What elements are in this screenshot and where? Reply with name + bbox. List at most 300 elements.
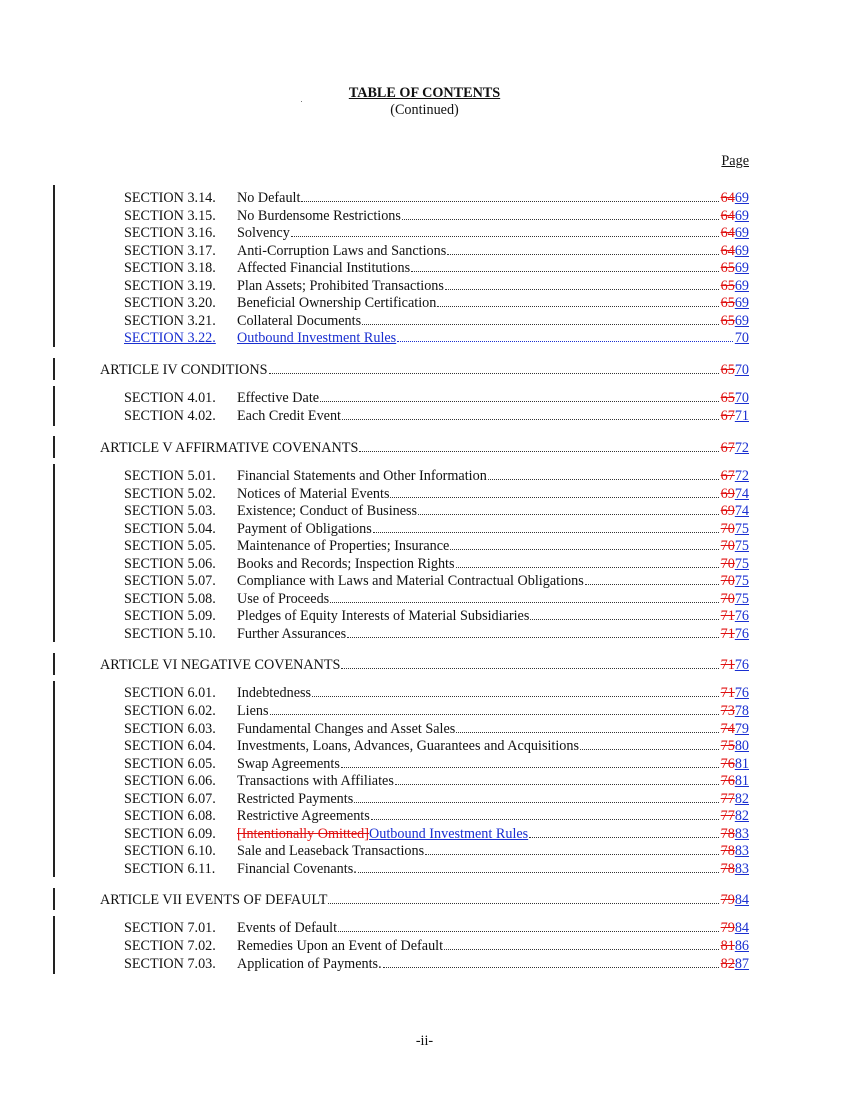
section-number: SECTION 5.10. <box>124 626 216 642</box>
stray-mark <box>301 101 302 102</box>
old-page-number: 73 <box>720 703 735 719</box>
toc-section-row <box>0 467 849 485</box>
entry-title: Payment of Obligations <box>237 521 372 537</box>
toc-section-row <box>0 407 849 425</box>
dot-leader <box>330 590 718 603</box>
section-number: SECTION 5.08. <box>124 591 216 607</box>
toc-section-row <box>0 502 849 520</box>
toc-section-row <box>0 537 849 555</box>
dot-leader <box>362 312 719 325</box>
section-number: SECTION 5.01. <box>124 468 216 484</box>
old-page-number: 77 <box>720 791 735 807</box>
dot-leader <box>354 790 718 803</box>
page-number <box>721 790 749 808</box>
entry-line <box>237 485 749 503</box>
toc-section-row <box>0 189 849 207</box>
entry-title: Books and Records; Inspection Rights <box>237 556 455 572</box>
section-number: SECTION 3.22. <box>124 330 216 346</box>
entry-title: Swap Agreements <box>237 756 340 772</box>
old-page-number: 70 <box>720 591 735 607</box>
page-number <box>721 720 749 738</box>
entry-title: Transactions with Affiliates <box>237 773 394 789</box>
new-page-number: 82 <box>734 791 749 807</box>
old-page-number: 65 <box>720 278 735 294</box>
new-page-number: 74 <box>734 503 749 519</box>
entry-title: Anti-Corruption Laws and Sanctions <box>237 243 447 259</box>
dot-leader <box>445 277 719 290</box>
old-page-number: 64 <box>720 243 735 259</box>
toc-section-row <box>0 259 849 277</box>
dot-leader <box>320 389 719 402</box>
entry-line <box>237 737 749 755</box>
new-page-number: 76 <box>734 657 749 673</box>
new-page-number: 74 <box>734 486 749 502</box>
toc-section-row <box>0 207 849 225</box>
section-number: SECTION 6.05. <box>124 756 216 772</box>
old-page-number: 71 <box>720 685 735 701</box>
entry-title: Remedies Upon an Event of Default <box>237 938 444 954</box>
entry-title: Affected Financial Institutions <box>237 260 411 276</box>
section-number: SECTION 6.03. <box>124 721 216 737</box>
dot-leader <box>328 891 718 904</box>
new-page-number: 83 <box>734 843 749 859</box>
page-number <box>721 656 749 674</box>
section-number: SECTION 3.20. <box>124 295 216 311</box>
old-page-number: 74 <box>720 721 735 737</box>
page-number <box>721 555 749 573</box>
dot-leader <box>437 294 718 307</box>
section-number: SECTION 6.09. <box>124 826 216 842</box>
entry-line <box>237 860 749 878</box>
old-page-number: 65 <box>720 295 735 311</box>
entry-line <box>237 389 749 407</box>
section-number: SECTION 3.19. <box>124 278 216 294</box>
dot-leader <box>456 555 719 568</box>
toc-section-row <box>0 684 849 702</box>
old-page-number: 79 <box>720 920 735 936</box>
old-page-number: 69 <box>720 503 735 519</box>
dot-leader <box>418 502 719 515</box>
inserted-title: Outbound Investment Rules <box>369 826 529 842</box>
new-page-number: 76 <box>734 685 749 701</box>
entry-line <box>237 937 749 955</box>
toc-section-row <box>0 937 849 955</box>
entry-title: Restricted Payments <box>237 791 354 807</box>
entry-title: No Burdensome Restrictions <box>237 208 401 224</box>
entry-title: Use of Proceeds <box>237 591 330 607</box>
old-page-number: 65 <box>720 362 735 378</box>
dot-leader <box>270 702 719 715</box>
old-page-number: 65 <box>720 260 735 276</box>
dot-leader <box>402 207 719 220</box>
new-page-number: 70 <box>734 362 749 378</box>
section-number: SECTION 6.07. <box>124 791 216 807</box>
entry-line <box>237 755 749 773</box>
old-page-number: 70 <box>720 573 735 589</box>
new-page-number: 80 <box>734 738 749 754</box>
entry-line <box>100 656 749 674</box>
page-number <box>721 242 749 260</box>
page-footer: -ii- <box>415 1033 434 1049</box>
new-page-number: 84 <box>734 892 749 908</box>
page-number <box>721 467 749 485</box>
entry-title: Restrictive Agreements <box>237 808 370 824</box>
page-number <box>721 485 749 503</box>
entry-line <box>237 955 749 973</box>
new-page-number: 86 <box>734 938 749 954</box>
entry-title: Maintenance of Properties; Insurance <box>237 538 450 554</box>
new-page-number: 87 <box>734 956 749 972</box>
entry-title: Beneficial Ownership Certification <box>237 295 437 311</box>
new-page-number: 69 <box>734 243 749 259</box>
toc-article-row <box>0 439 849 457</box>
dot-leader <box>269 361 719 374</box>
entry-line <box>237 572 749 590</box>
new-page-number: 75 <box>734 591 749 607</box>
new-page-number: 75 <box>734 573 749 589</box>
entry-line <box>100 439 749 457</box>
entry-line <box>237 312 749 330</box>
entry-line <box>237 772 749 790</box>
toc-section-row <box>0 955 849 973</box>
entry-line <box>237 502 749 520</box>
new-page-number: 75 <box>734 538 749 554</box>
toc-section-row <box>0 790 849 808</box>
entry-title: Pledges of Equity Interests of Material Subsidiaries <box>237 608 530 624</box>
page-number <box>721 955 749 973</box>
page-number <box>721 772 749 790</box>
entry-title: ARTICLE VI NEGATIVE COVENANTS <box>100 657 341 673</box>
new-page-number: 69 <box>734 190 749 206</box>
old-page-number: 64 <box>720 208 735 224</box>
old-page-number: 79 <box>720 892 735 908</box>
old-page-number: 76 <box>720 773 735 789</box>
section-number: SECTION 6.11. <box>124 861 216 877</box>
toc-section-row <box>0 860 849 878</box>
new-page-number: 69 <box>734 278 749 294</box>
page-number <box>721 590 749 608</box>
old-page-number: 64 <box>720 190 735 206</box>
old-page-number: 67 <box>720 468 735 484</box>
toc-section-row <box>0 772 849 790</box>
new-page-number: 72 <box>734 468 749 484</box>
entry-title: Investments, Loans, Advances, Guarantees and Acquisitions <box>237 738 580 754</box>
new-page-number: 71 <box>734 408 749 424</box>
new-page-number: 81 <box>734 756 749 772</box>
old-page-number: 76 <box>720 756 735 772</box>
section-number: SECTION 6.02. <box>124 703 216 719</box>
entry-line <box>237 259 749 277</box>
old-page-number: 67 <box>720 440 735 456</box>
old-page-number: 71 <box>720 626 735 642</box>
section-number: SECTION 5.03. <box>124 503 216 519</box>
entry-title: Notices of Material Events <box>237 486 390 502</box>
new-page-number: 76 <box>734 608 749 624</box>
section-number: SECTION 3.17. <box>124 243 216 259</box>
page-number <box>721 361 749 379</box>
entry-title: Compliance with Laws and Material Contractual Obligations <box>237 573 584 589</box>
page-number <box>721 625 749 643</box>
entry-title <box>237 825 528 843</box>
toc-section-row <box>0 312 849 330</box>
entry-line <box>237 684 749 702</box>
dot-leader <box>371 807 719 820</box>
new-page-number: 78 <box>734 703 749 719</box>
old-page-number: 65 <box>720 390 735 406</box>
dot-leader <box>383 955 719 968</box>
toc-section-row <box>0 702 849 720</box>
dot-leader <box>373 520 719 533</box>
dot-leader <box>359 439 718 452</box>
toc-section-row <box>0 737 849 755</box>
page-number <box>721 277 749 295</box>
old-page-number: 70 <box>720 556 735 572</box>
old-page-number: 82 <box>720 956 735 972</box>
toc-section-row <box>0 720 849 738</box>
page-number <box>721 259 749 277</box>
page-number <box>721 919 749 937</box>
section-number: SECTION 7.02. <box>124 938 216 954</box>
dot-leader <box>341 656 718 669</box>
page-number <box>721 207 749 225</box>
section-number: SECTION 6.06. <box>124 773 216 789</box>
new-page-number: 83 <box>734 826 749 842</box>
section-number: SECTION 5.04. <box>124 521 216 537</box>
dot-leader <box>390 485 718 498</box>
entry-title: Further Assurances <box>237 626 347 642</box>
toc-section-row <box>0 825 849 843</box>
toc-section-row <box>0 224 849 242</box>
entry-title: Fundamental Changes and Asset Sales <box>237 721 456 737</box>
toc-section-row <box>0 590 849 608</box>
old-page-number: 78 <box>720 843 735 859</box>
entry-line <box>237 807 749 825</box>
entry-line <box>237 189 749 207</box>
entry-line <box>237 555 749 573</box>
entry-title: ARTICLE VII EVENTS OF DEFAULT <box>100 892 328 908</box>
toc-section-row <box>0 277 849 295</box>
entry-line <box>237 294 749 312</box>
entry-line <box>100 361 749 379</box>
toc-section-row <box>0 555 849 573</box>
section-number: SECTION 6.04. <box>124 738 216 754</box>
section-number: SECTION 7.03. <box>124 956 216 972</box>
entry-line <box>237 790 749 808</box>
section-number: SECTION 4.01. <box>124 390 216 406</box>
page-number <box>721 294 749 312</box>
toc-subtitle: (Continued) <box>390 102 459 118</box>
entry-line <box>237 919 749 937</box>
dot-leader <box>397 329 733 342</box>
entry-line <box>237 702 749 720</box>
page-number <box>721 572 749 590</box>
entry-title: Events of Default <box>237 920 338 936</box>
page-number <box>721 684 749 702</box>
dot-leader <box>456 720 718 733</box>
entry-title: No Default <box>237 190 301 206</box>
entry-title: Existence; Conduct of Business <box>237 503 418 519</box>
old-page-number: 71 <box>720 657 735 673</box>
entry-line <box>237 825 749 843</box>
old-page-number: 71 <box>720 608 735 624</box>
page-number <box>721 537 749 555</box>
entry-title: ARTICLE IV CONDITIONS <box>100 362 268 378</box>
section-number: SECTION 3.15. <box>124 208 216 224</box>
page-number <box>721 502 749 520</box>
new-page-number: 70 <box>734 330 749 346</box>
page-number <box>721 860 749 878</box>
dot-leader <box>291 224 719 237</box>
old-page-number: 67 <box>720 408 735 424</box>
toc-section-row <box>0 520 849 538</box>
toc-section-row <box>0 329 849 347</box>
entry-title: Effective Date <box>237 390 320 406</box>
new-page-number: 79 <box>734 721 749 737</box>
toc-section-row <box>0 389 849 407</box>
dot-leader <box>530 607 718 620</box>
entry-line <box>237 329 749 347</box>
new-page-number: 84 <box>734 920 749 936</box>
toc-section-row <box>0 242 849 260</box>
page-number <box>721 224 749 242</box>
entry-line <box>237 537 749 555</box>
toc-article-row <box>0 656 849 674</box>
page-number <box>721 312 749 330</box>
section-number: SECTION 5.09. <box>124 608 216 624</box>
dot-leader <box>395 772 719 785</box>
entry-line <box>237 242 749 260</box>
new-page-number: 69 <box>734 313 749 329</box>
dot-leader <box>341 755 719 768</box>
new-page-number: 69 <box>734 208 749 224</box>
page-number <box>721 891 749 909</box>
deleted-title: [Intentionally Omitted] <box>237 826 369 842</box>
section-number: SECTION 3.18. <box>124 260 216 276</box>
page-number <box>721 937 749 955</box>
toc-section-row <box>0 625 849 643</box>
new-page-number: 76 <box>734 626 749 642</box>
entry-line <box>100 891 749 909</box>
old-page-number: 70 <box>720 538 735 554</box>
old-page-number: 75 <box>720 738 735 754</box>
page-number <box>721 737 749 755</box>
dot-leader <box>585 572 719 585</box>
toc-section-row <box>0 485 849 503</box>
entry-title: Solvency <box>237 225 290 241</box>
entry-line <box>237 720 749 738</box>
toc-section-row <box>0 919 849 937</box>
toc-title: TABLE OF CONTENTS <box>348 85 501 101</box>
old-page-number: 78 <box>720 826 735 842</box>
section-number: SECTION 3.21. <box>124 313 216 329</box>
old-page-number: 70 <box>720 521 735 537</box>
entry-title: Collateral Documents <box>237 313 362 329</box>
dot-leader <box>580 737 719 750</box>
page-number <box>721 439 749 457</box>
toc-article-row <box>0 361 849 379</box>
section-number: SECTION 5.06. <box>124 556 216 572</box>
section-number: SECTION 6.10. <box>124 843 216 859</box>
dot-leader <box>347 625 718 638</box>
page-number <box>721 702 749 720</box>
dot-leader <box>488 467 719 480</box>
page-number <box>721 407 749 425</box>
dot-leader <box>444 937 719 950</box>
old-page-number: 81 <box>720 938 735 954</box>
entry-title: ARTICLE V AFFIRMATIVE COVENANTS <box>100 440 359 456</box>
page-number <box>721 607 749 625</box>
dot-leader <box>342 407 719 420</box>
old-page-number: 69 <box>720 486 735 502</box>
page-column-label: Page <box>721 153 749 169</box>
dot-leader <box>447 242 718 255</box>
new-page-number: 69 <box>734 295 749 311</box>
toc-section-row <box>0 607 849 625</box>
entry-line <box>237 277 749 295</box>
entry-title: Outbound Investment Rules <box>237 330 397 346</box>
page-number <box>721 189 749 207</box>
entry-title: Liens <box>237 703 269 719</box>
dot-leader <box>529 825 718 838</box>
entry-line <box>237 590 749 608</box>
toc-article-row <box>0 891 849 909</box>
section-number: SECTION 5.02. <box>124 486 216 502</box>
entry-line <box>237 207 749 225</box>
dot-leader <box>425 842 718 855</box>
section-number: SECTION 4.02. <box>124 408 216 424</box>
new-page-number: 81 <box>734 773 749 789</box>
entry-line <box>237 625 749 643</box>
page-number <box>721 389 749 407</box>
dot-leader <box>338 919 719 932</box>
page-number <box>721 842 749 860</box>
entry-line <box>237 224 749 242</box>
entry-title: Financial Statements and Other Information <box>237 468 487 484</box>
dot-leader <box>312 684 719 697</box>
new-page-number: 69 <box>734 260 749 276</box>
entry-title: Each Credit Event <box>237 408 342 424</box>
dot-leader <box>450 537 718 550</box>
entry-title: Plan Assets; Prohibited Transactions <box>237 278 444 294</box>
page-number <box>721 807 749 825</box>
entry-line <box>237 842 749 860</box>
section-number: SECTION 7.01. <box>124 920 216 936</box>
section-number: SECTION 6.08. <box>124 808 216 824</box>
section-number: SECTION 6.01. <box>124 685 216 701</box>
new-page-number: 83 <box>734 861 749 877</box>
new-page-number: 69 <box>734 225 749 241</box>
entry-line <box>237 467 749 485</box>
section-number: SECTION 3.14. <box>124 190 216 206</box>
new-page-number: 82 <box>734 808 749 824</box>
page-number <box>721 755 749 773</box>
section-number: SECTION 5.07. <box>124 573 216 589</box>
dot-leader <box>411 259 719 272</box>
page-number <box>721 825 749 843</box>
new-page-number: 70 <box>734 390 749 406</box>
toc-section-row <box>0 807 849 825</box>
new-page-number: 75 <box>734 521 749 537</box>
entry-title: Financial Covenants. <box>237 861 357 877</box>
old-page-number: 78 <box>720 861 735 877</box>
section-number: SECTION 3.16. <box>124 225 216 241</box>
entry-title: Indebtedness <box>237 685 312 701</box>
toc-section-row <box>0 572 849 590</box>
dot-leader <box>301 189 718 202</box>
section-number: SECTION 5.05. <box>124 538 216 554</box>
entry-title: Sale and Leaseback Transactions <box>237 843 425 859</box>
toc-section-row <box>0 755 849 773</box>
